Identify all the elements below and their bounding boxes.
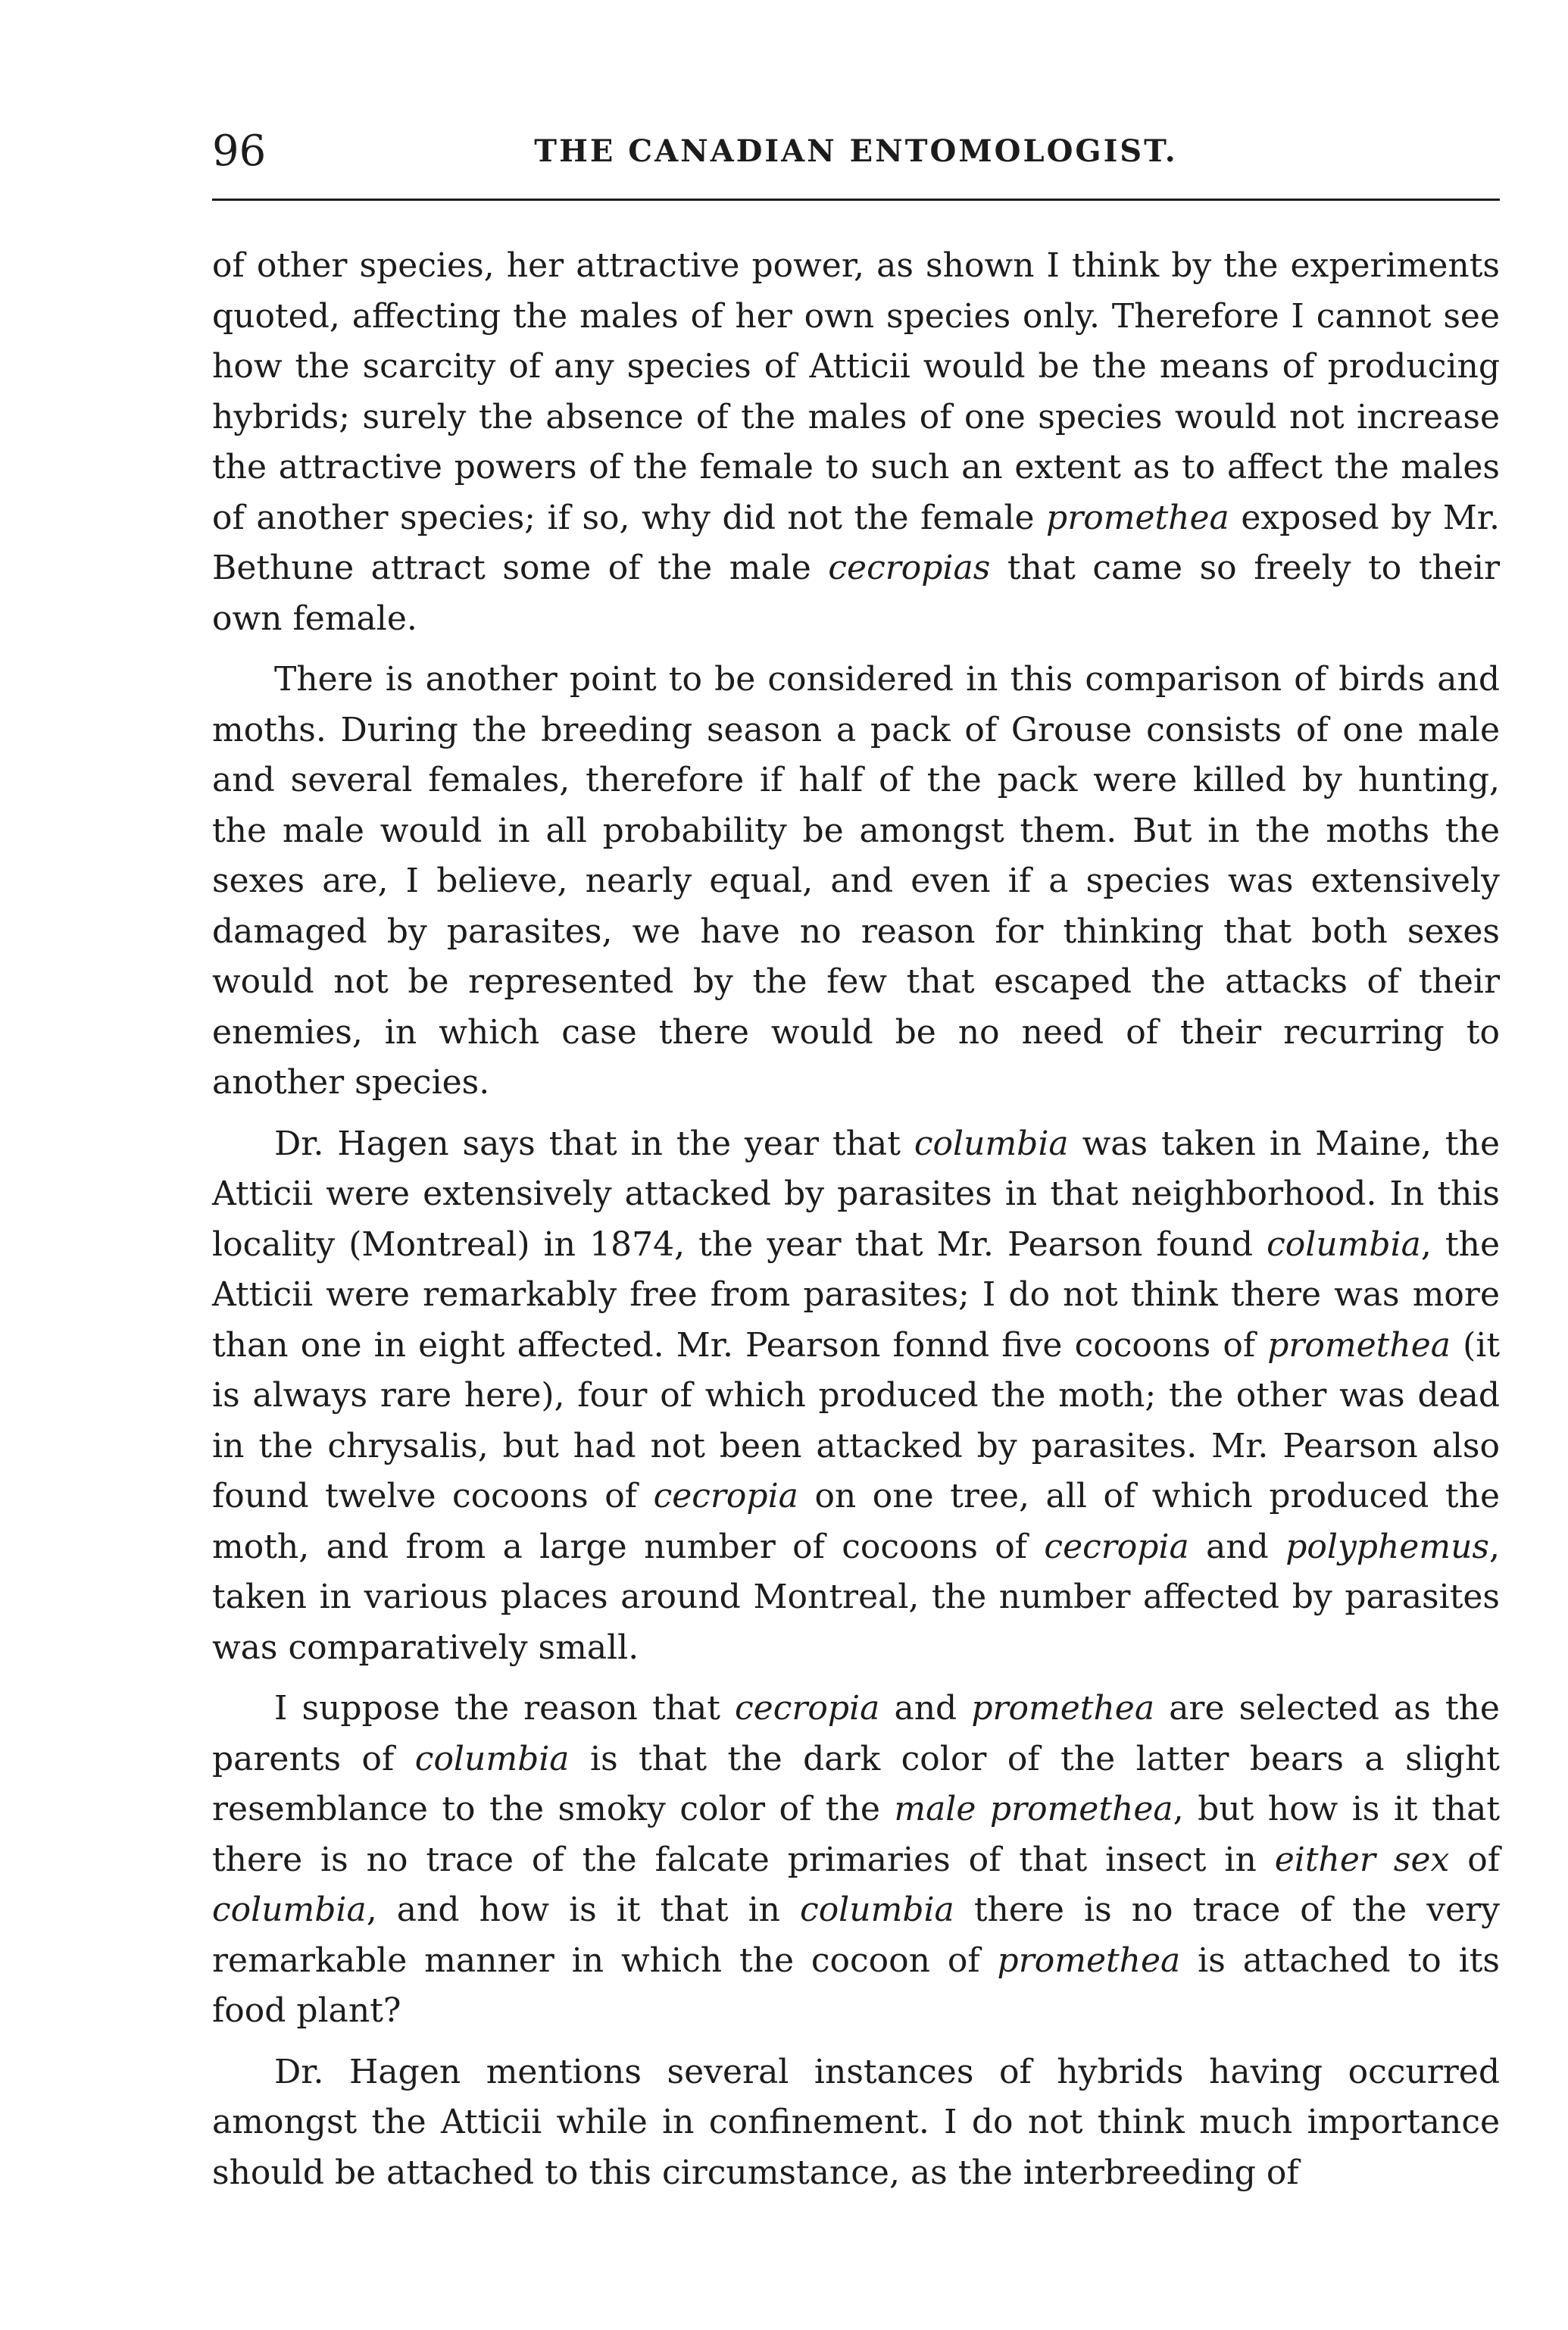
text-run: , and how is it that in xyxy=(366,1891,801,1929)
text-run: is that the dark color of the latter bears a slight resemblance to the smoky color of the xyxy=(212,1739,1500,1828)
text-run: , but how is it that there is no trace of the falcate primaries of that insect in xyxy=(212,1790,1501,1879)
header-rule xyxy=(212,199,1500,201)
text-run: there is no trace of the very remarkable manner in which the cocoon of xyxy=(212,1891,1500,1980)
page-number: 96 xyxy=(212,127,267,176)
text-run: Dr. Hagen says that in the year that xyxy=(274,1124,914,1163)
text-run: of other species, her attractive power, as shown I think by the experiments quoted, affecting the males of her own species only. Therefore I cannot see how the scarcity of any species of Atticii would be the means of producing hybrids; surely the absence of the males of one species would not increase the attractive powers of the female to such an extent as to affect the males of another species; if so, why did not the female xyxy=(212,246,1500,537)
italic-term: polyphemus xyxy=(1285,1527,1489,1566)
italic-term: columbia xyxy=(212,1891,367,1929)
italic-term: promethea xyxy=(1046,498,1229,537)
paragraph xyxy=(212,1119,1500,1674)
text-run: (it is always rare here), four of which produced the moth; the other was dead in the chrysalis, but had not been attacked by parasites. Mr. Pearson also found twelve cocoons of xyxy=(212,1325,1501,1515)
text-run: and xyxy=(1188,1527,1286,1566)
italic-term: columbia xyxy=(1267,1224,1421,1264)
paragraph xyxy=(212,655,1500,1109)
text-run: was taken in Maine, the Atticii were extensively attacked by parasites in that neighborhood. In this locality (Montreal) in 1874, the year that Mr. Pearson found xyxy=(212,1124,1500,1264)
text-run: exposed by Mr. Bethune attract some of the male xyxy=(212,498,1500,587)
paragraph xyxy=(212,2047,1500,2199)
text-run: that came so freely to their own female. xyxy=(212,549,1500,638)
italic-term: promethea xyxy=(1267,1325,1451,1365)
italic-term: columbia xyxy=(414,1739,570,1778)
text-run: is attached to its food plant? xyxy=(212,1941,1500,2030)
italic-term: cecropia xyxy=(735,1689,880,1728)
italic-term: either sex xyxy=(1274,1840,1450,1879)
paragraph xyxy=(212,1684,1500,2037)
italic-term: male promethea xyxy=(894,1790,1173,1828)
italic-term: columbia xyxy=(914,1124,1069,1163)
running-title: THE CANADIAN ENTOMOLOGIST. xyxy=(534,133,1178,169)
page-header xyxy=(212,121,1500,182)
text-run: , the Atticii were remarkably free from parasites; I do not think there was more than one in eight affected. Mr. Pearson fonnd five cocoons of xyxy=(212,1224,1501,1365)
italic-term: columbia xyxy=(800,1891,954,1929)
italic-term: promethea xyxy=(997,1941,1181,1980)
article-body xyxy=(212,241,1500,2198)
text-run: I suppose the reason that xyxy=(274,1689,736,1728)
italic-term: cecropias xyxy=(828,549,991,587)
text-run: and xyxy=(879,1689,972,1728)
text-run: of xyxy=(1449,1840,1500,1879)
text-run: There is another point to be considered in this comparison of birds and moths. During the breeding season a pack of Grouse consists of one male and several females, therefore if half of the pack were killed by hunting, the male would in all probability be amongst them. But in the moths the sexes are, I believe, nearly equal, and even if a species was extensively damaged by parasites, we have no reason for thinking that both sexes would not be represented by the few that escaped the attacks of their enemies, in which case there would be no need of their recurring to another species. xyxy=(212,660,1500,1102)
italic-term: cecropia xyxy=(653,1477,798,1515)
italic-term: promethea xyxy=(971,1689,1155,1728)
text-run: , taken in various places around Montreal, the number affected by parasites was comparatively small. xyxy=(212,1527,1500,1667)
text-run: on one tree, all of which produced the moth, and from a large number of cocoons of xyxy=(212,1477,1500,1566)
text-run: are selected as the parents of xyxy=(212,1689,1500,1778)
italic-term: cecropia xyxy=(1044,1527,1189,1566)
paragraph xyxy=(212,241,1500,644)
text-run: Dr. Hagen mentions several instances of hybrids having occurred amongst the Atticii while in confinement. I do not think much importance should be attached to this circumstance, as the interbreeding of xyxy=(212,2052,1500,2192)
